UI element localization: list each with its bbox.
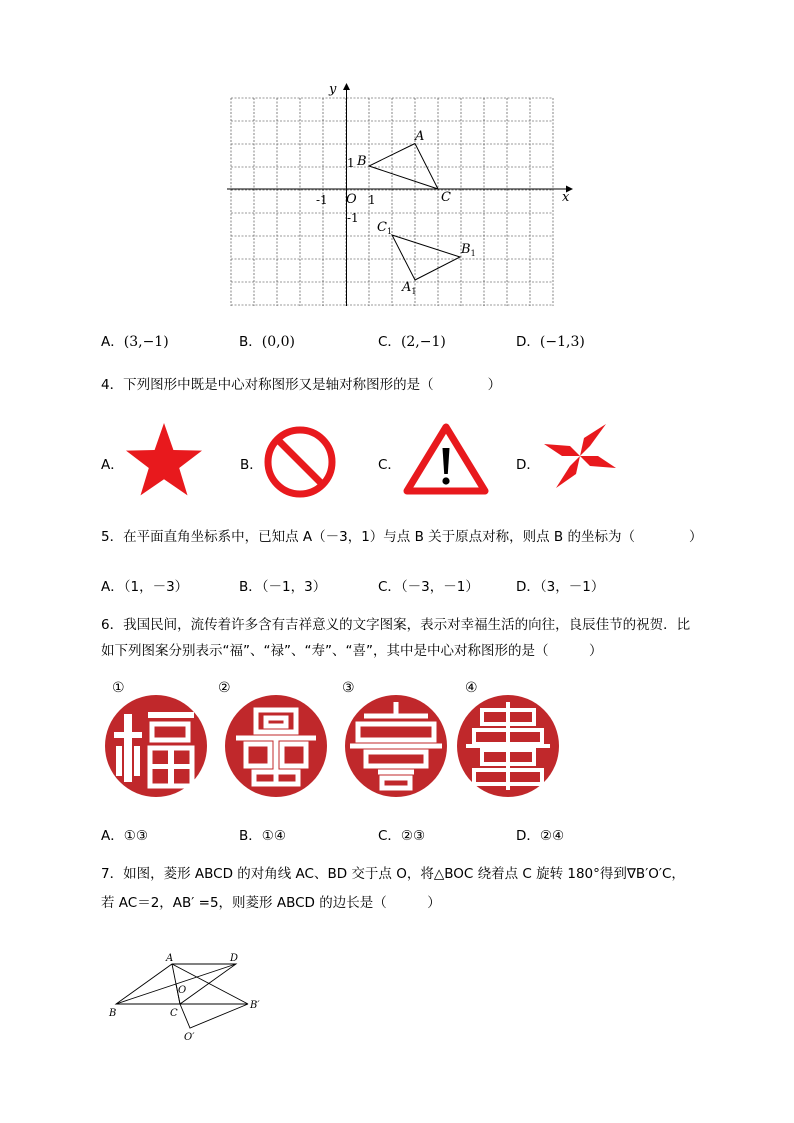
question-4-text: 4．下列图形中既是中心对称图形又是轴对称图形的是（ ） <box>101 377 502 393</box>
q3-option-d-label: D． <box>516 334 540 350</box>
q3-option-b <box>239 330 295 350</box>
star-icon <box>124 421 204 499</box>
y-axis-arrow-icon <box>343 83 350 90</box>
q3-option-a-label: A． <box>101 334 124 350</box>
tick-x-neg1: -1 <box>316 193 328 207</box>
tick-x-pos1: 1 <box>368 193 376 207</box>
q6-option-d: D．②④ <box>516 828 565 844</box>
fig7-label-a: A <box>166 953 174 964</box>
q3-option-c-value: (2,−1) <box>400 334 446 350</box>
question-7-line-2: 若 AC＝2，AB′ =5，则菱形 ABCD 的边长是（ ） <box>101 895 441 911</box>
q5-option-c: C．（－3，－1） <box>378 579 479 595</box>
prohibition-sign-icon <box>263 425 337 499</box>
point-a-label: A <box>415 129 425 144</box>
fu-pattern-icon <box>104 694 208 798</box>
question-6-line-2: 如下列图案分别表示“福”、“禄”、“寿”、“喜”，其中是中心对称图形的是（ ） <box>101 643 603 659</box>
q3-option-a-value: (3,−1) <box>123 334 169 350</box>
fig7-label-b: B <box>109 1008 117 1019</box>
x-axis-label: x <box>562 190 570 205</box>
pinwheel-icon <box>540 423 620 489</box>
q6-option-c: C．②③ <box>378 828 426 844</box>
fig7-label-d: D <box>230 953 239 964</box>
pattern-1-label: ① <box>112 680 125 696</box>
pattern-4-label: ④ <box>465 680 478 696</box>
q3-option-d <box>516 330 585 350</box>
point-a1-label: $A_1$ <box>402 280 417 296</box>
pattern-2-label: ② <box>218 680 231 696</box>
q5-option-b: B．（－1，3） <box>239 579 327 595</box>
q3-option-c-label: C． <box>378 334 401 350</box>
grid-lines <box>231 98 553 306</box>
warning-triangle-icon <box>403 422 489 496</box>
fig7-label-c: C <box>170 1008 178 1019</box>
q4-option-c-label: C． <box>378 457 401 473</box>
point-b1-label: $B_1$ <box>461 242 476 258</box>
q3-option-b-value: (0,0) <box>261 334 295 350</box>
q3-option-d-value: (−1,3) <box>539 334 585 350</box>
fig7-label-o-prime: O′ <box>184 1032 195 1043</box>
tick-y-neg1: -1 <box>347 211 359 225</box>
question-7-line-1: 7．如图，菱形 ABCD 的对角线 AC、BD 交于点 O，将△BOC 绕着点 C 旋转 180°得到∇B′O′C， <box>101 866 685 882</box>
point-c-label: C <box>441 190 451 205</box>
q6-option-b: B．①④ <box>239 828 286 844</box>
question-6-line-1: 6．我国民间，流传着许多含有吉祥意义的文字图案，表示对幸福生活的向往，良辰佳节的祝贺．比 <box>101 617 691 633</box>
point-b-label: B <box>357 154 367 169</box>
fig7-label-o: O <box>178 985 187 996</box>
triangle-abc <box>369 144 438 190</box>
q4-option-b-label: B． <box>240 457 263 473</box>
fig7-label-b-prime: B′ <box>250 1000 260 1011</box>
question-5-text: 5．在平面直角坐标系中，已知点 A（－3，1）与点 B 关于原点对称，则点 B 的坐标为（ ） <box>101 529 703 545</box>
xi-pattern-icon <box>456 694 560 798</box>
lu-pattern-icon <box>224 694 328 798</box>
q3-option-c <box>378 330 446 350</box>
tick-y-pos1: 1 <box>347 156 355 170</box>
y-axis-label: y <box>329 82 337 97</box>
rhombus-rotation-figure <box>100 946 280 1046</box>
q5-option-d: D．（3，－1） <box>516 579 605 595</box>
q6-option-a: A．①③ <box>101 828 148 844</box>
origin-label: O <box>346 192 357 207</box>
coordinate-grid-figure <box>222 80 582 310</box>
q3-option-b-label: B． <box>239 334 262 350</box>
point-c1-label: $C_1$ <box>377 220 393 236</box>
q4-option-d-label: D． <box>516 457 540 473</box>
triangle-a1b1c1 <box>392 235 460 280</box>
pattern-3-label: ③ <box>342 680 355 696</box>
q3-option-a <box>101 330 169 350</box>
q4-option-a-label: A． <box>101 457 124 473</box>
q5-option-a: A．（1，－3） <box>101 579 189 595</box>
shou-pattern-icon <box>344 694 448 798</box>
